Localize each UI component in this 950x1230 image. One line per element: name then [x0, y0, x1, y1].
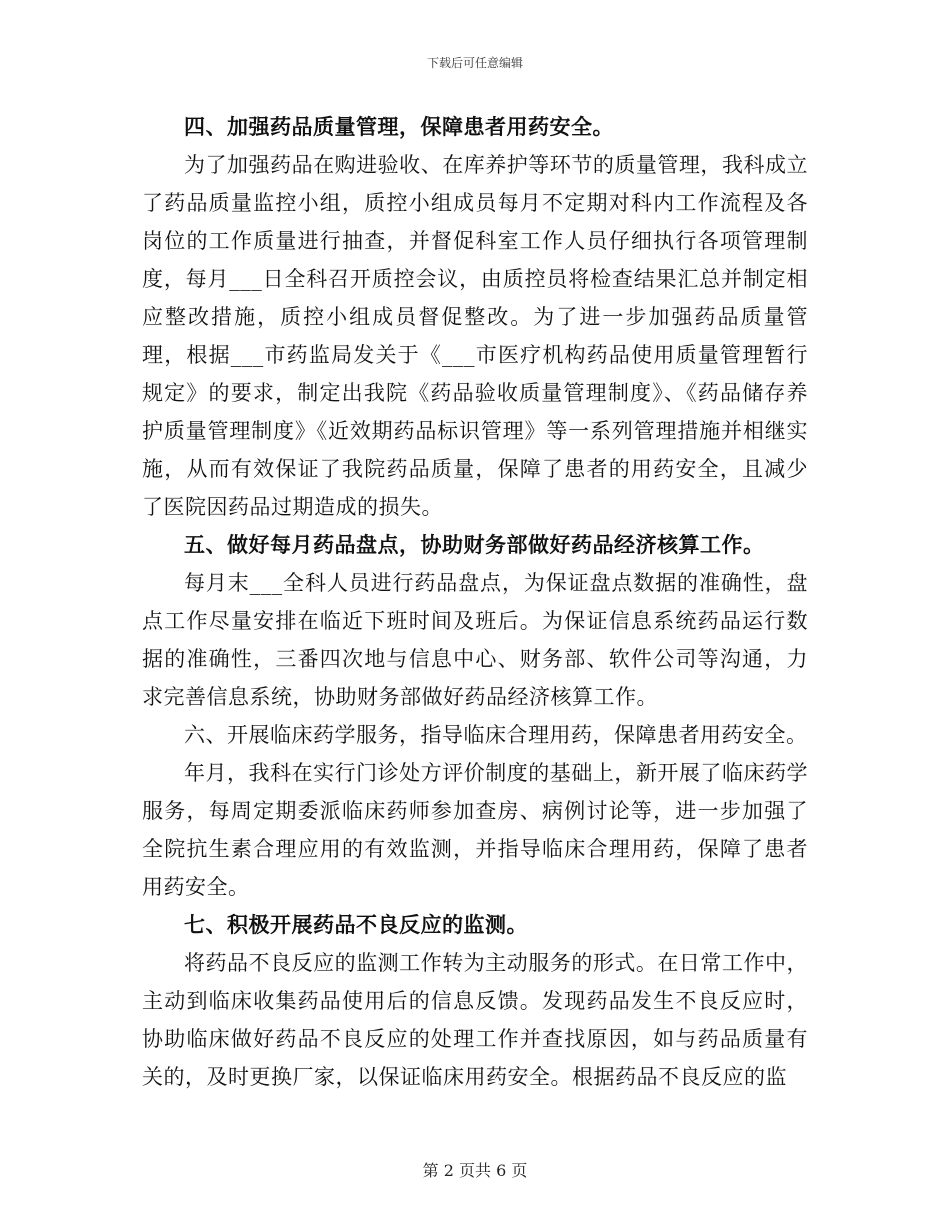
section-heading-6: 六、开展临床药学服务，指导临床合理用药，保障患者用药安全。 — [184, 723, 808, 747]
section-heading-5: 五、做好每月药品盘点，协助财务部做好药品经济核算工作。 — [184, 532, 765, 557]
body-paragraph: 每月末___全科人员进行药品盘点，为保证盘点数据的准确性，盘点工作尽量安排在临近下班时间及班后。为保证信息系统药品运行数据的准确性，三番四次地与信息中心、财务部、软件公司等沟通，力求完善信息系统，协助财务部做好药品经济核算工作。 — [142, 571, 808, 709]
document-body — [142, 108, 808, 1096]
page-header: 下载后可任意编辑 — [426, 56, 523, 70]
body-paragraph: 将药品不良反应的监测工作转为主动服务的形式。在日常工作中，主动到临床收集药品使用后的信息反馈。发现药品发生不良反应时，协助临床做好药品不良反应的处理工作并查找原因，如与药品质量有关的，及时更换厂家，以保证临床用药安全。根据药品不良反应的监 — [142, 951, 808, 1089]
body-paragraph: 为了加强药品在购进验收、在库养护等环节的质量管理，我科成立了药品质量监控小组，质控小组成员每月不定期对科内工作流程及各岗位的工作质量进行抽查，并督促科室工作人员仔细执行各项管理制度，每月___日全科召开质控会议，由质控员将检查结果汇总并制定相应整改措施，质控小组成员督促整改。为了进一步加强药品质量管理，根据___市药监局发关于《___市医疗机构药品使用质量管理暂行规定》的要求，制定出我院《药品验收质量管理制度》、《药品储存养护质量管理制度》《近效期药品标识管理》等一系列管理措施并相继实施，从而有效保证了我院药品质量，保障了患者的用药安全，且减少了医院因药品过期造成的损失。 — [142, 153, 808, 519]
body-paragraph: 年月，我科在实行门诊处方评价制度的基础上，新开展了临床药学服务，每周定期委派临床药师参加查房、病例讨论等，进一步加强了全院抗生素合理应用的有效监测，并指导临床合理用药，保障了患者用药安全。 — [142, 761, 808, 899]
section-heading-4: 四、加强药品质量管理，保障患者用药安全。 — [184, 114, 614, 139]
section-heading-7: 七、积极开展药品不良反应的监测。 — [184, 912, 528, 937]
page-footer: 第 2 页共 6 页 — [422, 1161, 528, 1180]
